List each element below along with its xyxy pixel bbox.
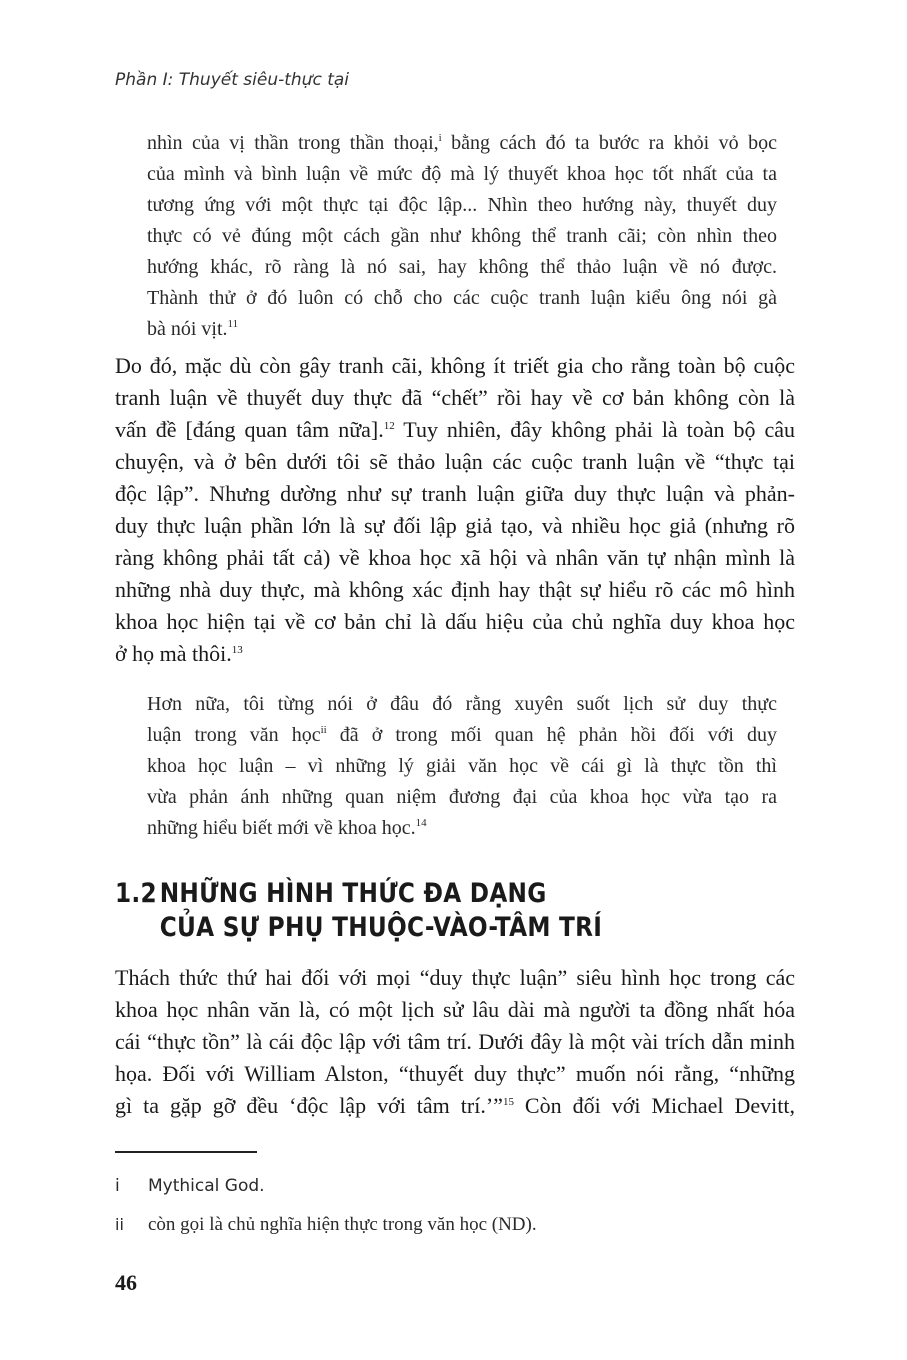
text-line: luận trong văn học$^{ii}$ đã ở trong mối quan hệ phản hồi đối với duy: [147, 724, 777, 746]
text-line: họa. Đối với William Alston, “thuyết duy thực” muốn nói rằng, “những: [115, 1061, 795, 1086]
text-line: ràng không phải tất cả) về khoa học xã hội và nhân văn tự nhận mình là: [115, 545, 795, 570]
body-paragraph-2: [115, 962, 795, 1122]
text-line: thực có vẻ đúng một cách gần như không thể tranh cãi; còn nhìn theo: [147, 225, 777, 247]
text-line: vừa phản ánh những quan niệm đương đại của khoa học vừa tạo ra: [147, 786, 777, 808]
page-number: 46: [115, 1270, 137, 1295]
footnote-mark-ii[interactable]: ii: [320, 724, 327, 736]
endnote-ref-14[interactable]: 14: [415, 817, 427, 829]
section-number: 1.2: [115, 878, 157, 909]
endnote-ref-11[interactable]: 11: [227, 318, 239, 330]
text-line: chuyện, và ở bên dưới tôi sẽ thảo luận các cuộc tranh luận về “thực tại: [115, 449, 795, 474]
footnote-text: Mythical God.: [148, 1176, 265, 1196]
section-heading: [115, 877, 602, 945]
footnote-mark-i[interactable]: i: [438, 132, 442, 144]
text-line: Thách thức thứ hai đối với mọi “duy thực luận” siêu hình học trong các: [115, 965, 795, 990]
footnote-mark: i: [115, 1176, 120, 1196]
text-line: tranh luận về thuyết duy thực đã “chết” rồi hay về cơ bản không còn là: [115, 385, 795, 410]
text-line: khoa học hiện tại về cơ bản chỉ là dấu hiệu của chủ nghĩa duy khoa học: [115, 609, 795, 634]
endnote-ref-15[interactable]: 15: [502, 1096, 514, 1108]
block-quote-2: [147, 689, 777, 844]
text-line: những hiểu biết mới về khoa học.$^{14}$: [147, 817, 427, 839]
text-line: nhìn của vị thần trong thần thoại,$^i$ bằng cách đó ta bước ra khỏi vỏ bọc: [147, 132, 777, 154]
text-line: khoa học luận – vì những lý giải văn học về cái gì là thực tồn thì: [147, 755, 777, 777]
endnote-ref-13[interactable]: 13: [231, 644, 243, 656]
text-line: của mình và bình luận về mức độ mà lý thuyết khoa học tốt nhất của ta: [147, 163, 777, 185]
text-line: cái “thực tồn” là cái độc lập với tâm trí. Dưới đây là một vài trích dẫn minh: [115, 1029, 795, 1054]
footnote-mark: ii: [115, 1215, 124, 1234]
block-quote-1: [147, 128, 777, 345]
text-line: độc lập”. Nhưng dường như sự tranh luận giữa duy thực luận và phản-: [115, 481, 795, 506]
footnote-i: [115, 1176, 265, 1196]
footnote-separator: [115, 1151, 257, 1153]
text-line: Hơn nữa, tôi từng nói ở đâu đó rằng xuyên suốt lịch sử duy thực: [147, 693, 777, 715]
footnote-text: còn gọi là chủ nghĩa hiện thực trong văn học (ND).: [148, 1214, 537, 1235]
footnote-ii: [115, 1214, 537, 1236]
text-line: tương ứng với một thực tại độc lập... Nhìn theo hướng này, thuyết duy: [147, 194, 777, 216]
text-line: hướng khác, rõ ràng là nó sai, hay không thể thảo luận về nó được.: [147, 256, 777, 278]
text-line: gì ta gặp gỡ đều ‘độc lập với tâm trí.’”$^{15}$ Còn đối với Michael Devitt,: [115, 1093, 795, 1118]
text-line: bà nói vịt.$^{11}$: [147, 318, 239, 340]
running-header: Phần I: Thuyết siêu-thực tại: [115, 70, 350, 90]
text-line: khoa học nhân văn là, có một lịch sử lâu dài mà người ta đồng nhất hóa: [115, 997, 795, 1022]
endnote-ref-12[interactable]: 12: [383, 420, 395, 432]
section-title-line-1: NHỮNG HÌNH THỨC ĐA DẠNG: [159, 878, 547, 909]
text-line: Thành thử ở đó luôn có chỗ cho các cuộc tranh luận kiểu ông nói gà: [147, 287, 777, 309]
text-line: vấn đề [đáng quan tâm nữa].$^{12}$ Tuy nhiên, đây không phải là toàn bộ câu: [115, 417, 796, 442]
body-paragraph-1: [115, 350, 795, 670]
text-line: những nhà duy thực, mà không xác định hay thật sự hiểu rõ các mô hình: [115, 577, 795, 602]
text-line: Do đó, mặc dù còn gây tranh cãi, không ít triết gia cho rằng toàn bộ cuộc: [115, 353, 795, 378]
text-line: duy thực luận phần lớn là sự đối lập giả tạo, và nhiều học giả (nhưng rõ: [115, 513, 795, 538]
text-line: ở họ mà thôi.$^{13}$: [115, 641, 243, 666]
section-title-line-2: CỦA SỰ PHỤ THUỘC-VÀO-TÂM TRÍ: [159, 912, 603, 943]
